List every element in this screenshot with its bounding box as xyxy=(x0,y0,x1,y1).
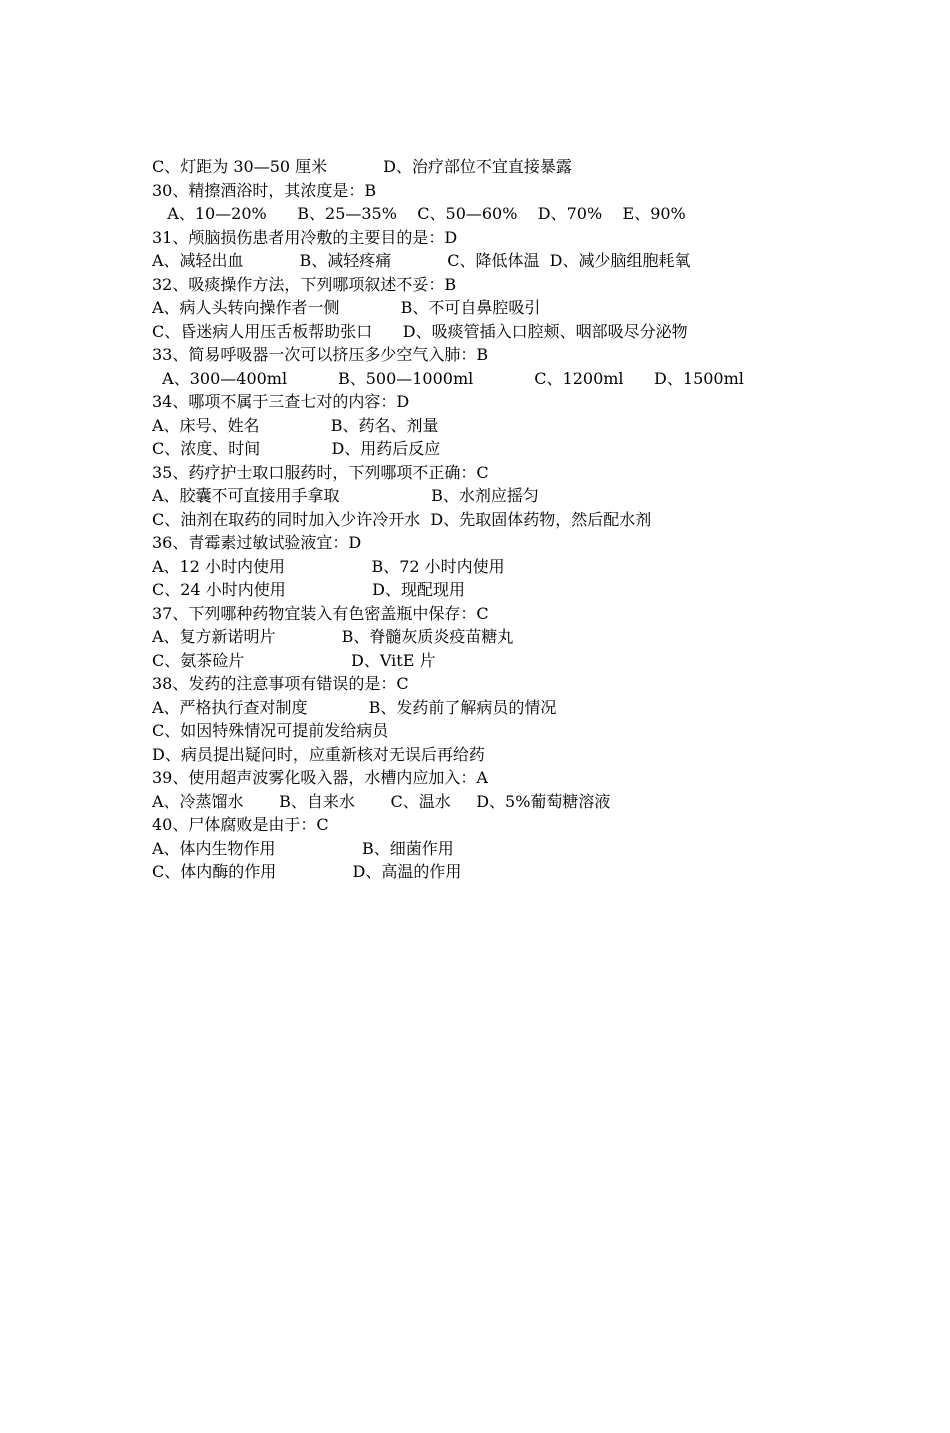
options-36-cd: C、24 小时内使用 D、现配现用 xyxy=(152,580,465,599)
options-31: A、减轻出血 B、减轻疼痛 C、降低体温 D、减少脑组胞耗氧 xyxy=(152,251,691,270)
options-37-cd: C、氨茶硷片 D、VitE 片 xyxy=(152,650,436,670)
options-38-d: D、病员提出疑问时，应重新核对无误后再给药 xyxy=(152,744,485,764)
options-35-cd: C、油剂在取药的同时加入少许冷开水 D、先取固体药物，然后配水剂 xyxy=(152,509,652,529)
options-33: A、300—400ml B、500—1000ml C、1200ml D、1500ml xyxy=(152,368,744,388)
options-40-cd: C、体内酶的作用 D、高温的作用 xyxy=(152,862,462,881)
options-32-cd: C、昏迷病人用压舌板帮助张口 D、吸痰管插入口腔颊、咽部吸尽分泌物 xyxy=(152,321,688,341)
question-40: 40、尸体腐败是由于：C xyxy=(152,815,329,834)
question-39: 39、使用超声波雾化吸入器，水槽内应加入：A xyxy=(152,768,488,787)
question-36: 36、青霉素过敏试验液宜：D xyxy=(152,533,362,552)
options-38-ab: A、严格执行查对制度 B、发药前了解病员的情况 xyxy=(152,697,557,717)
options-37-ab: A、复方新诺明片 B、脊髓灰质炎疫苗糖丸 xyxy=(152,627,514,646)
options-35-ab: A、胶囊不可直接用手拿取 B、水剂应摇匀 xyxy=(152,486,539,505)
options-39: A、冷蒸馏水 B、自来水 C、温水 D、5%葡萄糖溶液 xyxy=(152,791,611,811)
question-30: 30、精擦酒浴时，其浓度是：B xyxy=(152,180,377,200)
question-35: 35、药疗护士取口服药时，下列哪项不正确：C xyxy=(152,462,489,482)
options-34-ab: A、床号、姓名 B、药名、剂量 xyxy=(152,415,439,435)
options-38-c: C、如因特殊情况可提前发给病员 xyxy=(152,721,389,740)
options-40-ab: A、体内生物作用 B、细菌作用 xyxy=(152,838,454,858)
options-34-cd: C、浓度、时间 D、用药后反应 xyxy=(152,439,441,458)
question-31: 31、颅脑损伤患者用冷敷的主要目的是：D xyxy=(152,227,458,247)
options-36-ab: A、12 小时内使用 B、72 小时内使用 xyxy=(152,556,505,576)
options-30: A、10—20% B、25—35% C、50—60% D、70% E、90% xyxy=(152,204,686,223)
question-32: 32、吸痰操作方法，下列哪项叙述不妥：B xyxy=(152,274,457,294)
document-body xyxy=(152,155,912,884)
question-33: 33、简易呼吸器一次可以挤压多少空气入肺：B xyxy=(152,345,489,364)
text-line: C、灯距为 30—50 厘米 D、治疗部位不宜直接暴露 xyxy=(152,157,572,176)
options-32-ab: A、病人头转向操作者一侧 B、不可自鼻腔吸引 xyxy=(152,298,541,317)
question-38: 38、发药的注意事项有错误的是：C xyxy=(152,674,409,693)
question-34: 34、哪项不属于三查七对的内容：D xyxy=(152,392,410,411)
question-37: 37、下列哪种药物宜装入有色密盖瓶中保存：C xyxy=(152,603,489,623)
